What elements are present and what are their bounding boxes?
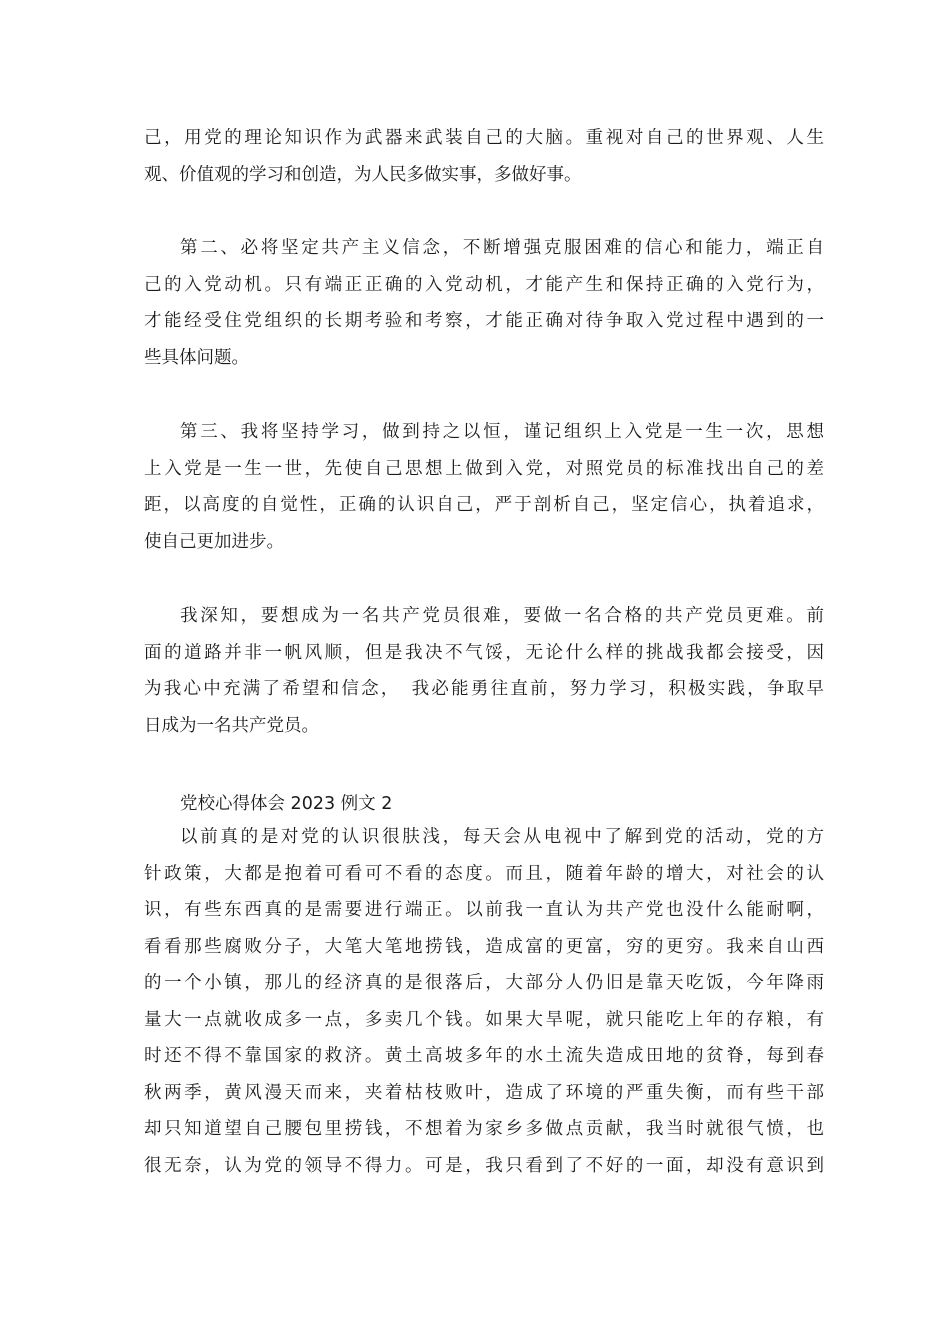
- paragraph-line: 为我心中充满了希望和信念， 我必能勇往直前，努力学习，积极实践，争取早: [144, 679, 824, 699]
- paragraph-line: 己，用党的理论知识作为武器来武装自己的大脑。重视对自己的世界观、人生: [144, 128, 824, 148]
- paragraph-line: 观、价值观的学习和创造，为人民多做实事，多做好事。: [144, 164, 582, 185]
- paragraph-line: 却只知道望自己腰包里捞钱，不想着为家乡多做点贡献，我当时就很气愤，也: [144, 1119, 824, 1139]
- paragraph-line: 很无奈，认为党的领导不得力。可是，我只看到了不好的一面，却没有意识到: [144, 1155, 824, 1176]
- paragraph-fifth: [144, 819, 824, 1184]
- paragraph-line: 时还不得不靠国家的救济。黄土高坡多年的水土流失造成田地的贫脊，每到春: [144, 1046, 824, 1066]
- paragraph-line: 些具体问题。: [144, 347, 249, 368]
- paragraph-fourth: [144, 598, 824, 744]
- paragraph-third: [144, 414, 824, 560]
- paragraph-line: 日成为一名共产党员。: [144, 715, 319, 736]
- paragraph-line: 量大一点就收成多一点，多卖几个钱。如果大旱呢，就只能吃上年的存粮，有: [144, 1009, 824, 1030]
- paragraph-second: [144, 230, 824, 376]
- paragraph-line: 的一个小镇，那儿的经济真的是很落后，大部分人仍旧是靠天吃饭，今年降雨: [144, 973, 824, 993]
- paragraph-line: 距，以高度的自觉性，正确的认识自己，严于剖析自己，坚定信心，执着追求，: [144, 495, 824, 515]
- paragraph-line: 秋两季，黄风漫天而来，夹着枯枝败叶，造成了环境的严重失衡，而有些干部: [144, 1082, 824, 1103]
- paragraph-line: 以前真的是对党的认识很肤浅，每天会从电视中了解到党的活动，党的方: [180, 827, 824, 847]
- paragraph-line: 识，有些东西真的是需要进行端正。以前我一直认为共产党也没什么能耐啊，: [144, 900, 824, 920]
- paragraph-line: 看看那些腐败分子，大笔大笔地捞钱，造成富的更富，穷的更穷。我来自山西: [144, 936, 824, 957]
- paragraph-line: 我深知，要想成为一名共产党员很难，要做一名合格的共产党员更难。前: [180, 606, 824, 626]
- paragraph-line: 上入党是一生一世，先使自己思想上做到入党，对照党员的标准找出自己的差: [144, 458, 824, 479]
- paragraph-line: 使自己更加进步。: [144, 531, 284, 552]
- paragraph-line: 面的道路并非一帆风顺，但是我决不气馁，无论什么样的挑战我都会接受，因: [144, 642, 824, 663]
- paragraph-continuation: [144, 120, 824, 193]
- section-heading: 党校心得体会 2023 例文 2: [180, 794, 393, 814]
- paragraph-line: 第二、必将坚定共产主义信念，不断增强克服困难的信心和能力，端正自: [180, 238, 824, 258]
- paragraph-line: 才能经受住党组织的长期考验和考察，才能正确对待争取入党过程中遇到的一: [144, 311, 824, 331]
- paragraph-line: 己的入党动机。只有端正正确的入党动机，才能产生和保持正确的入党行为，: [144, 274, 824, 295]
- paragraph-line: 第三、我将坚持学习，做到持之以恒，谨记组织上入党是一生一次，思想: [180, 422, 824, 442]
- paragraph-line: 针政策，大都是抱着可看可不看的态度。而且，随着年龄的增大，对社会的认: [144, 863, 824, 884]
